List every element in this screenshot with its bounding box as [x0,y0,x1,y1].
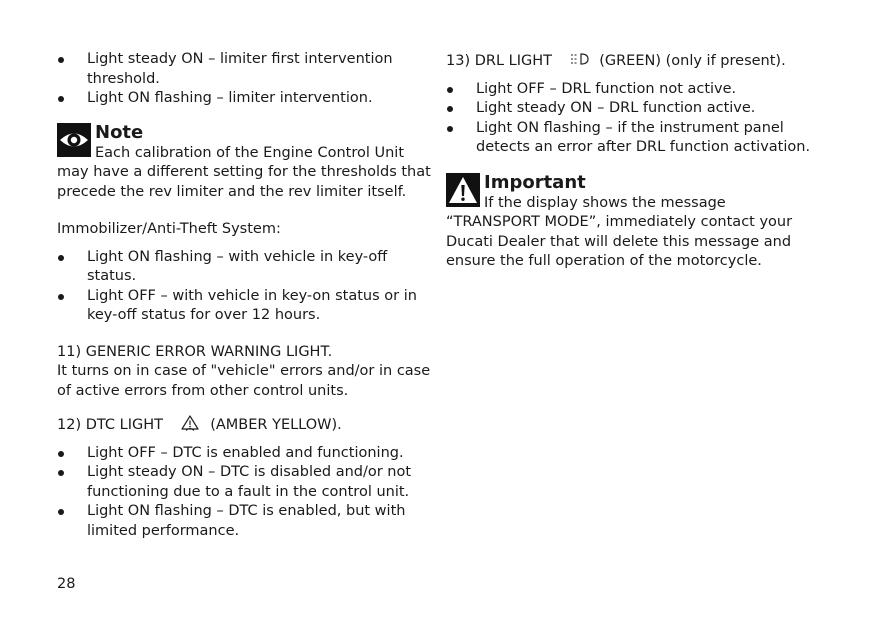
dtc-bullet-list [57,444,433,542]
important-text: If the display shows the message “TRANSPORT MODE”, immediately contact your Ducati Dealer that will delete this message and ensure the full operation of the motorcycle. [446,194,793,269]
page-number: 28 [57,576,76,592]
list-item: Light steady ON – DTC is disabled and/or not functioning due to a fault in the control unit. [57,463,433,502]
list-item: Light ON flashing – limiter intervention. [57,89,433,109]
eye-icon [57,123,91,157]
note-callout [57,122,433,203]
list-item: Light ON flashing – if the instrument panel detects an error after DRL function activation. [446,119,822,158]
immobilizer-bullet-list [57,248,433,326]
note-text: Each calibration of the Engine Control Unit may have a different setting for the thresholds that precede the rev limiter and the rev limiter itself. [57,144,431,200]
list-item: Light OFF – with vehicle in key-on status or in key-off status for over 12 hours. [57,287,433,326]
list-item: Light ON flashing – with vehicle in key-off status. [57,248,433,287]
list-item: Light OFF – DRL function not active. [446,80,822,100]
drl-heading-suffix: (GREEN) (only if present). [599,53,786,69]
immobilizer-heading: Immobilizer/Anti-Theft System: [57,221,281,237]
drl-heading-prefix: 13) DRL LIGHT [446,53,552,69]
right-column [446,50,822,272]
drl-light-icon [569,50,589,68]
note-title: Note [95,121,144,143]
list-item: Light OFF – DTC is enabled and functioning. [57,444,433,464]
dtc-warning-icon [180,414,200,432]
list-item: Light steady ON – DRL function active. [446,99,822,119]
generic-error-heading: 11) GENERIC ERROR WARNING LIGHT. [57,343,333,360]
left-column [57,50,433,541]
list-item: Light ON flashing – DTC is enabled, but with limited performance. [57,502,433,541]
important-title: Important [484,171,586,193]
drl-bullet-list [446,80,822,158]
warning-triangle-icon [446,173,480,207]
limiter-bullet-list [57,50,433,109]
dtc-heading [57,414,433,436]
generic-error-text: It turns on in case of "vehicle" errors and/or in case of active errors from other control units. [57,363,431,399]
drl-heading [446,50,822,72]
dtc-heading-prefix: 12) DTC LIGHT [57,417,163,433]
dtc-heading-suffix: (AMBER YELLOW). [210,417,342,433]
list-item: Light steady ON – limiter first intervention threshold. [57,50,433,89]
important-callout [446,172,822,272]
